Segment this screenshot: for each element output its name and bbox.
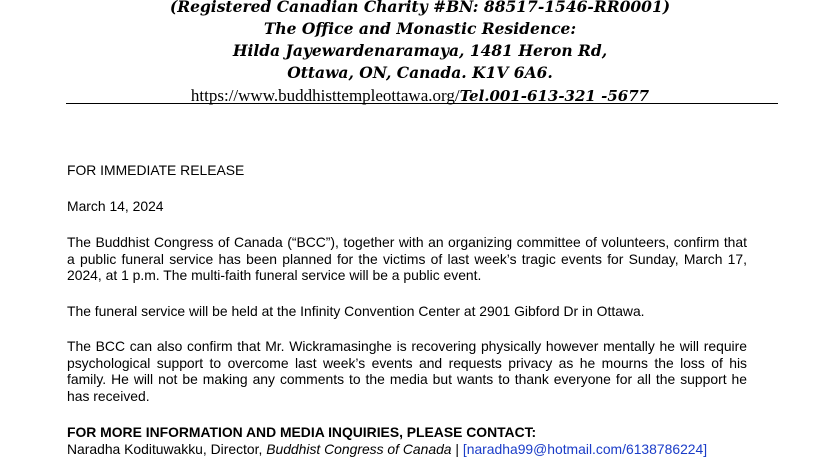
charity-number: (Registered Canadian Charity #BN: 88517-1546-RR0001) (169, 0, 671, 16)
contact-heading: FOR MORE INFORMATION AND MEDIA INQUIRIES, PLEASE CONTACT: (67, 424, 537, 440)
contact-organization: Buddhist Congress of Canada (266, 441, 452, 457)
contact-email-link[interactable]: [naradha99@hotmail.com/6138786224] (462, 441, 708, 457)
header-divider (66, 103, 778, 104)
paragraph-family-update: The BCC can also confirm that Mr. Wickramasinghe is recovering physically however mentally he will require psychological support to overcome last week’s events and requests privacy as he mourns the loss of his family. He will not be making any comments to the media but wants to thank everyone for all the support he has received. (67, 338, 747, 404)
office-heading: The Office and Monastic Residence: (263, 19, 577, 38)
release-label: FOR IMMEDIATE RELEASE (67, 162, 245, 178)
paragraph-venue: The funeral service will be held at the Infinity Convention Center at 2901 Gibford Dr in Ottawa. (67, 303, 645, 319)
contact-separator: | (451, 441, 463, 457)
address-line-2: Ottawa, ON, Canada. K1V 6A6. (287, 63, 553, 82)
letterhead (60, 0, 780, 107)
address-line-1: Hilda Jayewardenaramaya, 1481 Heron Rd, (232, 41, 608, 60)
paragraph-funeral-announcement: The Buddhist Congress of Canada (“BCC”), together with an organizing committee of volunteers, confirm that a public funeral service has been planned for the victims of last week’s tragic events for Sunday, March 17, 2024, at 1 p.m. The multi-faith funeral service will be a public event. (67, 234, 747, 284)
release-date: March 14, 2024 (67, 198, 164, 214)
website-link[interactable]: https://www.buddhisttempleottawa.org/ (190, 86, 460, 105)
telephone: Tel.001-613-321 -5677 (459, 87, 650, 105)
contact-name: Naradha Kodituwakku, Director, (67, 441, 267, 457)
contact-line (67, 441, 767, 458)
